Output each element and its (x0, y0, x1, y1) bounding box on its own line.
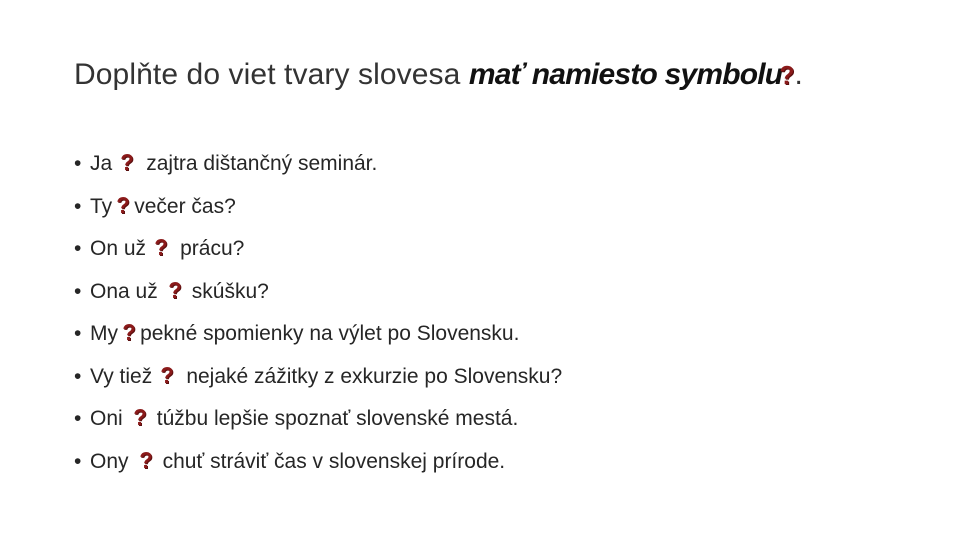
bullet-dot: • (74, 364, 82, 388)
sentence-start: Vy tiež (90, 364, 153, 388)
sentence-list (74, 146, 562, 486)
sentence-end: zajtra dištančný seminár. (146, 152, 378, 175)
bullet-dot: • (74, 449, 82, 473)
bullet-dot: • (74, 322, 82, 345)
title-plain: Doplňte do viet tvary slovesa (74, 58, 461, 91)
sentence-end: chuť stráviť čas v slovenskej prírode. (162, 449, 506, 473)
sentence-start: My (90, 322, 118, 345)
sentence-start: Oni (90, 407, 123, 430)
list-item (74, 146, 562, 189)
list-item (74, 359, 562, 402)
list-item (74, 401, 562, 444)
bullet-dot: • (74, 407, 82, 430)
sentence-start: Ona už (90, 279, 158, 303)
question-mark-icon: ? (168, 276, 182, 303)
sentence-end: skúšku? (191, 279, 269, 303)
question-mark-icon: ? (779, 60, 795, 90)
bullet-dot: • (74, 194, 82, 218)
list-item (74, 231, 562, 274)
question-mark-icon: ? (133, 404, 147, 430)
question-mark-icon: ? (160, 361, 174, 388)
sentence-end: pekné spomienky na výlet po Slovensku. (140, 322, 520, 345)
list-item (74, 444, 562, 487)
question-mark-icon: ? (154, 234, 168, 260)
list-item (74, 316, 562, 359)
question-mark-icon: ? (120, 149, 134, 175)
title-emphasis (469, 58, 795, 91)
list-item (74, 274, 562, 317)
bullet-dot: • (74, 237, 82, 260)
sentence-end: túžbu lepšie spoznať slovenské mestá. (156, 407, 519, 430)
question-mark-icon: ? (122, 319, 136, 345)
sentence-start: On už (90, 237, 147, 260)
title-period: . (794, 58, 803, 91)
sentence-start: Ty (90, 194, 113, 218)
bullet-dot: • (74, 279, 82, 303)
list-item (74, 189, 562, 232)
slide-title (74, 58, 803, 92)
sentence-end: večer čas? (134, 194, 236, 218)
sentence-end: prácu? (180, 237, 245, 260)
sentence-end: nejaké zážitky z exkurzie po Slovensku? (186, 364, 563, 388)
sentence-start: Ja (90, 152, 113, 175)
question-mark-icon: ? (116, 191, 130, 218)
title-emphasis-text: mať namiesto symbolu (468, 58, 783, 91)
bullet-dot: • (74, 152, 82, 175)
sentence-start: Ony (90, 449, 129, 473)
question-mark-icon: ? (138, 446, 153, 473)
